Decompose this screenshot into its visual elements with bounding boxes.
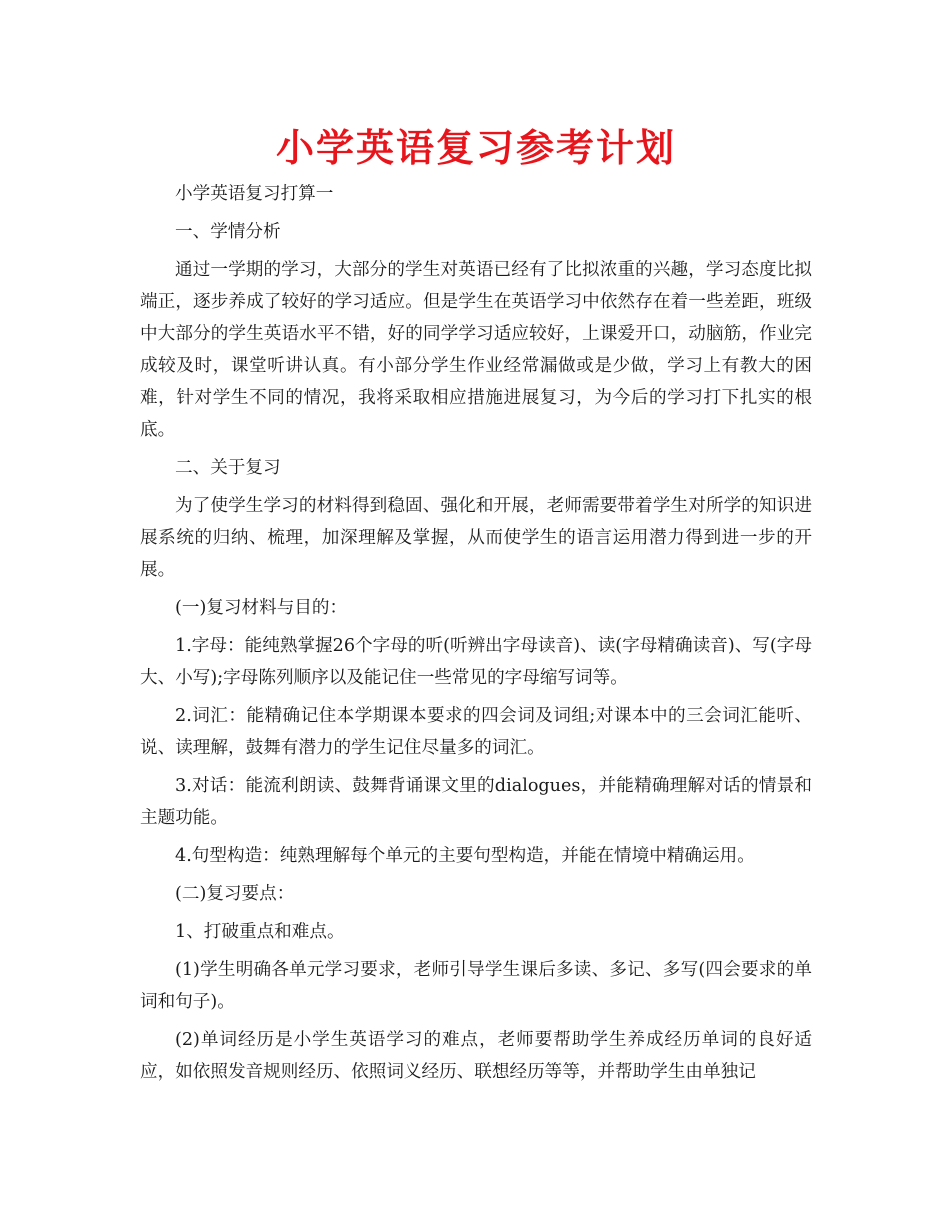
subsection-heading: (一)复习材料与目的： [175, 598, 348, 618]
paragraph: 通过一学期的学习，大部分的学生对英语已经有了比拟浓重的兴趣，学习态度比拟端正，逐步养成了较好的学习适应。但是学生在英语学习中依然存在着一些差距，班级中大部分的学生英语水平不错，好的同学学习适应较好，上课爱开口，动脑筋，作业完成较及时，课堂听讲认真。有小部分学生作业经常漏做或是少做，学习上有教大的困难，针对学生不同的情况，我将采取相应措施进展复习，为今后的学习打下扎实的根底。 [140, 260, 812, 440]
document-page [140, 120, 812, 1094]
document-body [140, 178, 812, 1088]
paragraph: 为了使学生学习的材料得到稳固、强化和开展，老师需要带着学生对所学的知识进展系统的归纳、梳理，加深理解及掌握，从而使学生的语言运用潜力得到进一步的开展。 [140, 496, 812, 580]
list-item: 4.句型构造：纯熟理解每个单元的主要句型构造，并能在情境中精确运用。 [175, 846, 755, 866]
list-item: (2)单词经历是小学生英语学习的难点，老师要帮助学生养成经历单词的良好适应，如依照发音规则经历、依照词义经历、联想经历等等，并帮助学生由单独记 [140, 1030, 812, 1082]
subsection-heading: (二)复习要点： [175, 884, 295, 904]
list-item: 1.字母：能纯熟掌握26个字母的听(听辨出字母读音)、读(字母精确读音)、写(字母大、小写);字母陈列顺序以及能记住一些常见的字母缩写词等。 [140, 636, 812, 688]
section-heading: 二、关于复习 [175, 458, 281, 478]
list-item: 1、打破重点和难点。 [175, 922, 345, 942]
paragraph-heading: 小学英语复习打算一 [175, 184, 334, 204]
list-item: 3.对话：能流利朗读、鼓舞背诵课文里的dialogues，并能精确理解对话的情景和主题功能。 [140, 776, 812, 828]
list-item: (1)学生明确各单元学习要求，老师引导学生课后多读、多记、多写(四会要求的单词和句子)。 [140, 960, 812, 1012]
list-item: 2.词汇：能精确记住本学期课本要求的四会词及词组;对课本中的三会词汇能听、说、读理解，鼓舞有潜力的学生记住尽量多的词汇。 [140, 706, 812, 758]
document-title: 小学英语复习参考计划 [275, 126, 676, 170]
section-heading: 一、学情分析 [175, 222, 281, 242]
